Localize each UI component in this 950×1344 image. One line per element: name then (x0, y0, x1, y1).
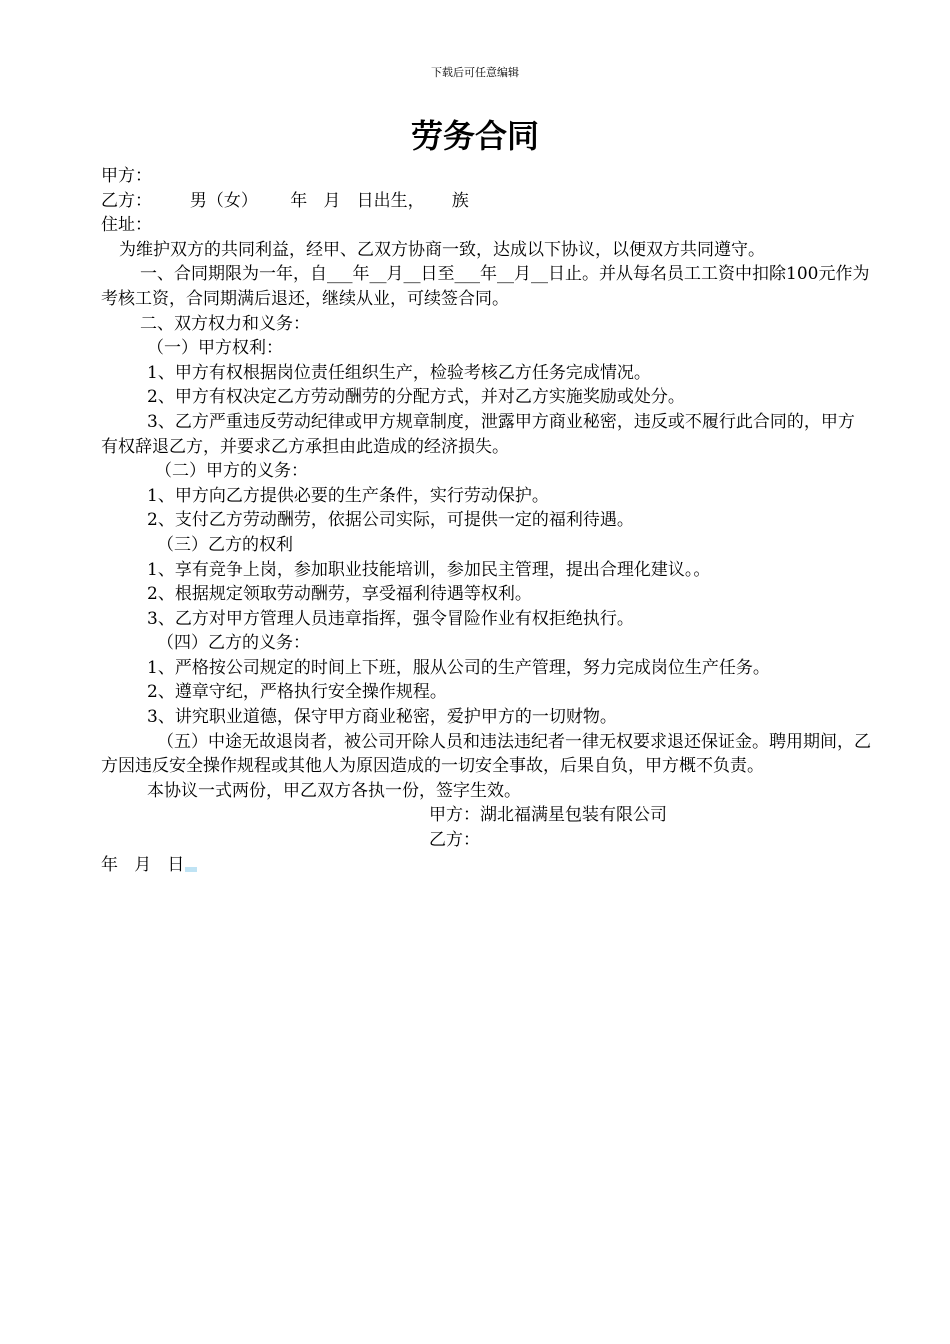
section-item: 2、支付乙方劳动酬劳，依据公司实际，可提供一定的福利待遇。 (147, 510, 634, 531)
section-item: 3、讲究职业道德，保守甲方商业秘密，爱护甲方的一切财物。 (147, 707, 617, 728)
section-item: 3、乙方严重违反劳动纪律或甲方规章制度，泄露甲方商业秘密，违反或不履行此合同的，甲方有权辞退乙方，并要求乙方承担由此造成的经济损失。 (101, 411, 855, 457)
section-item: 1、严格按公司规定的时间上下班，服从公司的生产管理，努力完成岗位生产任务。 (147, 657, 770, 678)
section-heading: （三）乙方的权利 (157, 534, 293, 555)
section-heading: （四）乙方的义务： (157, 633, 310, 654)
section-five: （五）中途无故退岗者，被公司开除人员和违法违纪者一律无权要求退还保证金。聘用期间，乙方因违反安全操作规程或其他人为原因造成的一切安全事故，后果自负，甲方概不负责。 (101, 731, 871, 777)
signature-party-a: 甲方：湖北福满星包装有限公司 (429, 805, 667, 826)
section-item: 3、乙方对甲方管理人员违章指挥，强令冒险作业有权拒绝执行。 (147, 608, 634, 629)
section-heading: （一）甲方权利： (147, 338, 283, 359)
contract-body (101, 164, 871, 877)
page-header-note: 下载后可任意编辑 (431, 66, 519, 79)
party-b-line: 乙方： 男（女） 年 月 日出生， 族 (101, 190, 469, 211)
section-item: 1、甲方向乙方提供必要的生产条件，实行劳动保护。 (147, 485, 549, 506)
preamble: 为维护双方的共同利益，经甲、乙双方协商一致，达成以下协议，以便双方共同遵守。 (119, 239, 765, 260)
date-line (101, 853, 871, 878)
document-title: 劳务合同 (410, 117, 539, 155)
address-line: 住址： (101, 215, 152, 236)
signature-party-b: 乙方： (429, 830, 480, 851)
section-heading: （二）甲方的义务： (155, 461, 308, 482)
date-text: 年 月 日 (101, 854, 185, 875)
section-item: 1、享有竞争上岗，参加职业技能培训，参加民主管理，提出合理化建议。。 (147, 559, 711, 580)
closing-statement: 本协议一式两份，甲乙双方各执一份，签字生效。 (147, 780, 521, 801)
clause-term: 一、合同期限为一年，自___年__月__日至___年__月__日止。并从每名员工工资中扣除100元作为考核工资，合同期满后退还，继续从业，可续签合同。 (101, 264, 870, 309)
section-item: 1、甲方有权根据岗位责任组织生产，检验考核乙方任务完成情况。 (147, 362, 651, 383)
party-a-line: 甲方： (101, 166, 152, 186)
paragraph-end-mark (185, 867, 197, 872)
section-item: 2、甲方有权决定乙方劳动酬劳的分配方式，并对乙方实施奖励或处分。 (147, 387, 685, 408)
section-item: 2、遵章守纪，严格执行安全操作规程。 (147, 682, 447, 703)
clause-rights-duties: 二、双方权力和义务： (140, 313, 310, 334)
section-item: 2、根据规定领取劳动酬劳，享受福利待遇等权利。 (147, 584, 532, 605)
